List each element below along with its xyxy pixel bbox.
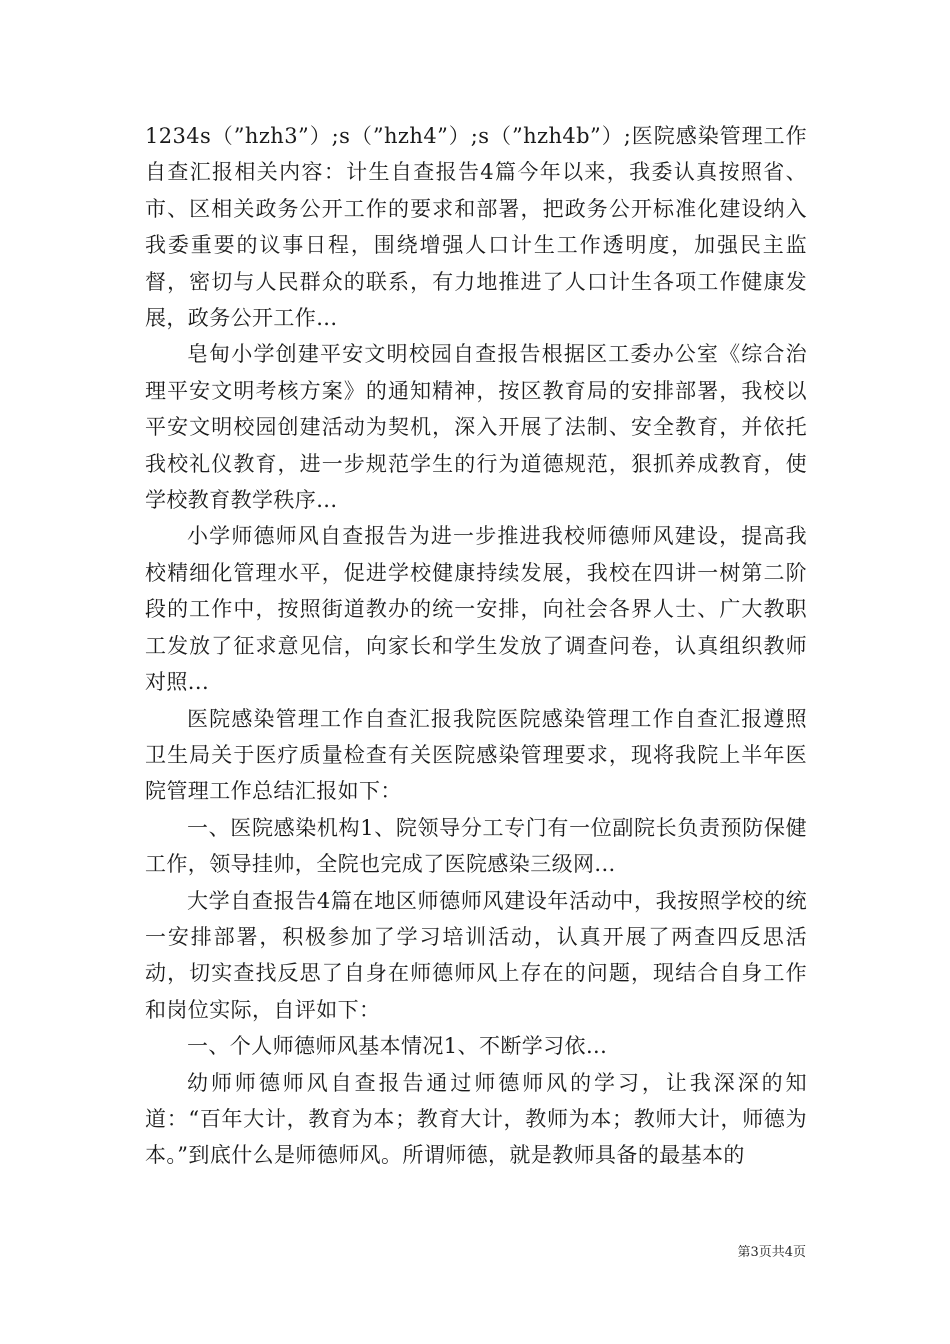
paragraph-1: 1234s（”hzh3”）;s（”hzh4”）;s（”hzh4b”）;医院感染管理工作自查汇报相关内容：计生自查报告4篇今年以来，我委认真按照省、市、区相关政务公开工作的要求和部署，把政务公开标准化建设纳入我委重要的议事日程，围绕增强人口计生工作透明度，加强民主监督，密切与人民群众的联系，有力地推进了人口计生各项工作健康发展，政务公开工作... bbox=[145, 124, 807, 331]
paragraph-6: 大学自查报告4篇在地区师德师风建设年活动中，我按照学校的统一安排部署，积极参加了学习培训活动，认真开展了两查四反思活动，切实查找反思了自身在师德师风上存在的问题，现结合自身工作和岗位实际，自评如下： bbox=[145, 888, 807, 1022]
paragraph-4: 医院感染管理工作自查汇报我院医院感染管理工作自查汇报遵照卫生局关于医疗质量检查有关医院感染管理要求，现将我院上半年医院管理工作总结汇报如下： bbox=[145, 706, 807, 804]
page-number-footer: 第3页共4页 bbox=[737, 1245, 806, 1260]
document-body bbox=[145, 118, 807, 1174]
paragraph-7: 一、个人师德师风基本情况1、不断学习依... bbox=[187, 1034, 608, 1059]
paragraph-5: 一、医院感染机构1、院领导分工专门有一位副院长负责预防保健工作，领导挂帅，全院也完成了医院感染三级网... bbox=[145, 815, 807, 877]
paragraph-3: 小学师德师风自查报告为进一步推进我校师德师风建设，提高我校精细化管理水平，促进学校健康持续发展，我校在四讲一树第二阶段的工作中，按照街道教办的统一安排，向社会各界人士、广大教职工发放了征求意见信，向家长和学生发放了调查问卷，认真组织教师对照... bbox=[145, 524, 807, 695]
paragraph-8: 幼师师德师风自查报告通过师德师风的学习，让我深深的知道：“百年大计，教育为本；教育大计，教师为本；教师大计，师德为本。”到底什么是师德师风。所谓师德，就是教师具备的最基本的 bbox=[145, 1070, 807, 1168]
paragraph-2: 皂甸小学创建平安文明校园自查报告根据区工委办公室《综合治理平安文明考核方案》的通知精神，按区教育局的安排部署，我校以平安文明校园创建活动为契机，深入开展了法制、安全教育，并依托我校礼仪教育，进一步规范学生的行为道德规范，狠抓养成教育，使学校教育教学秩序... bbox=[145, 342, 807, 513]
